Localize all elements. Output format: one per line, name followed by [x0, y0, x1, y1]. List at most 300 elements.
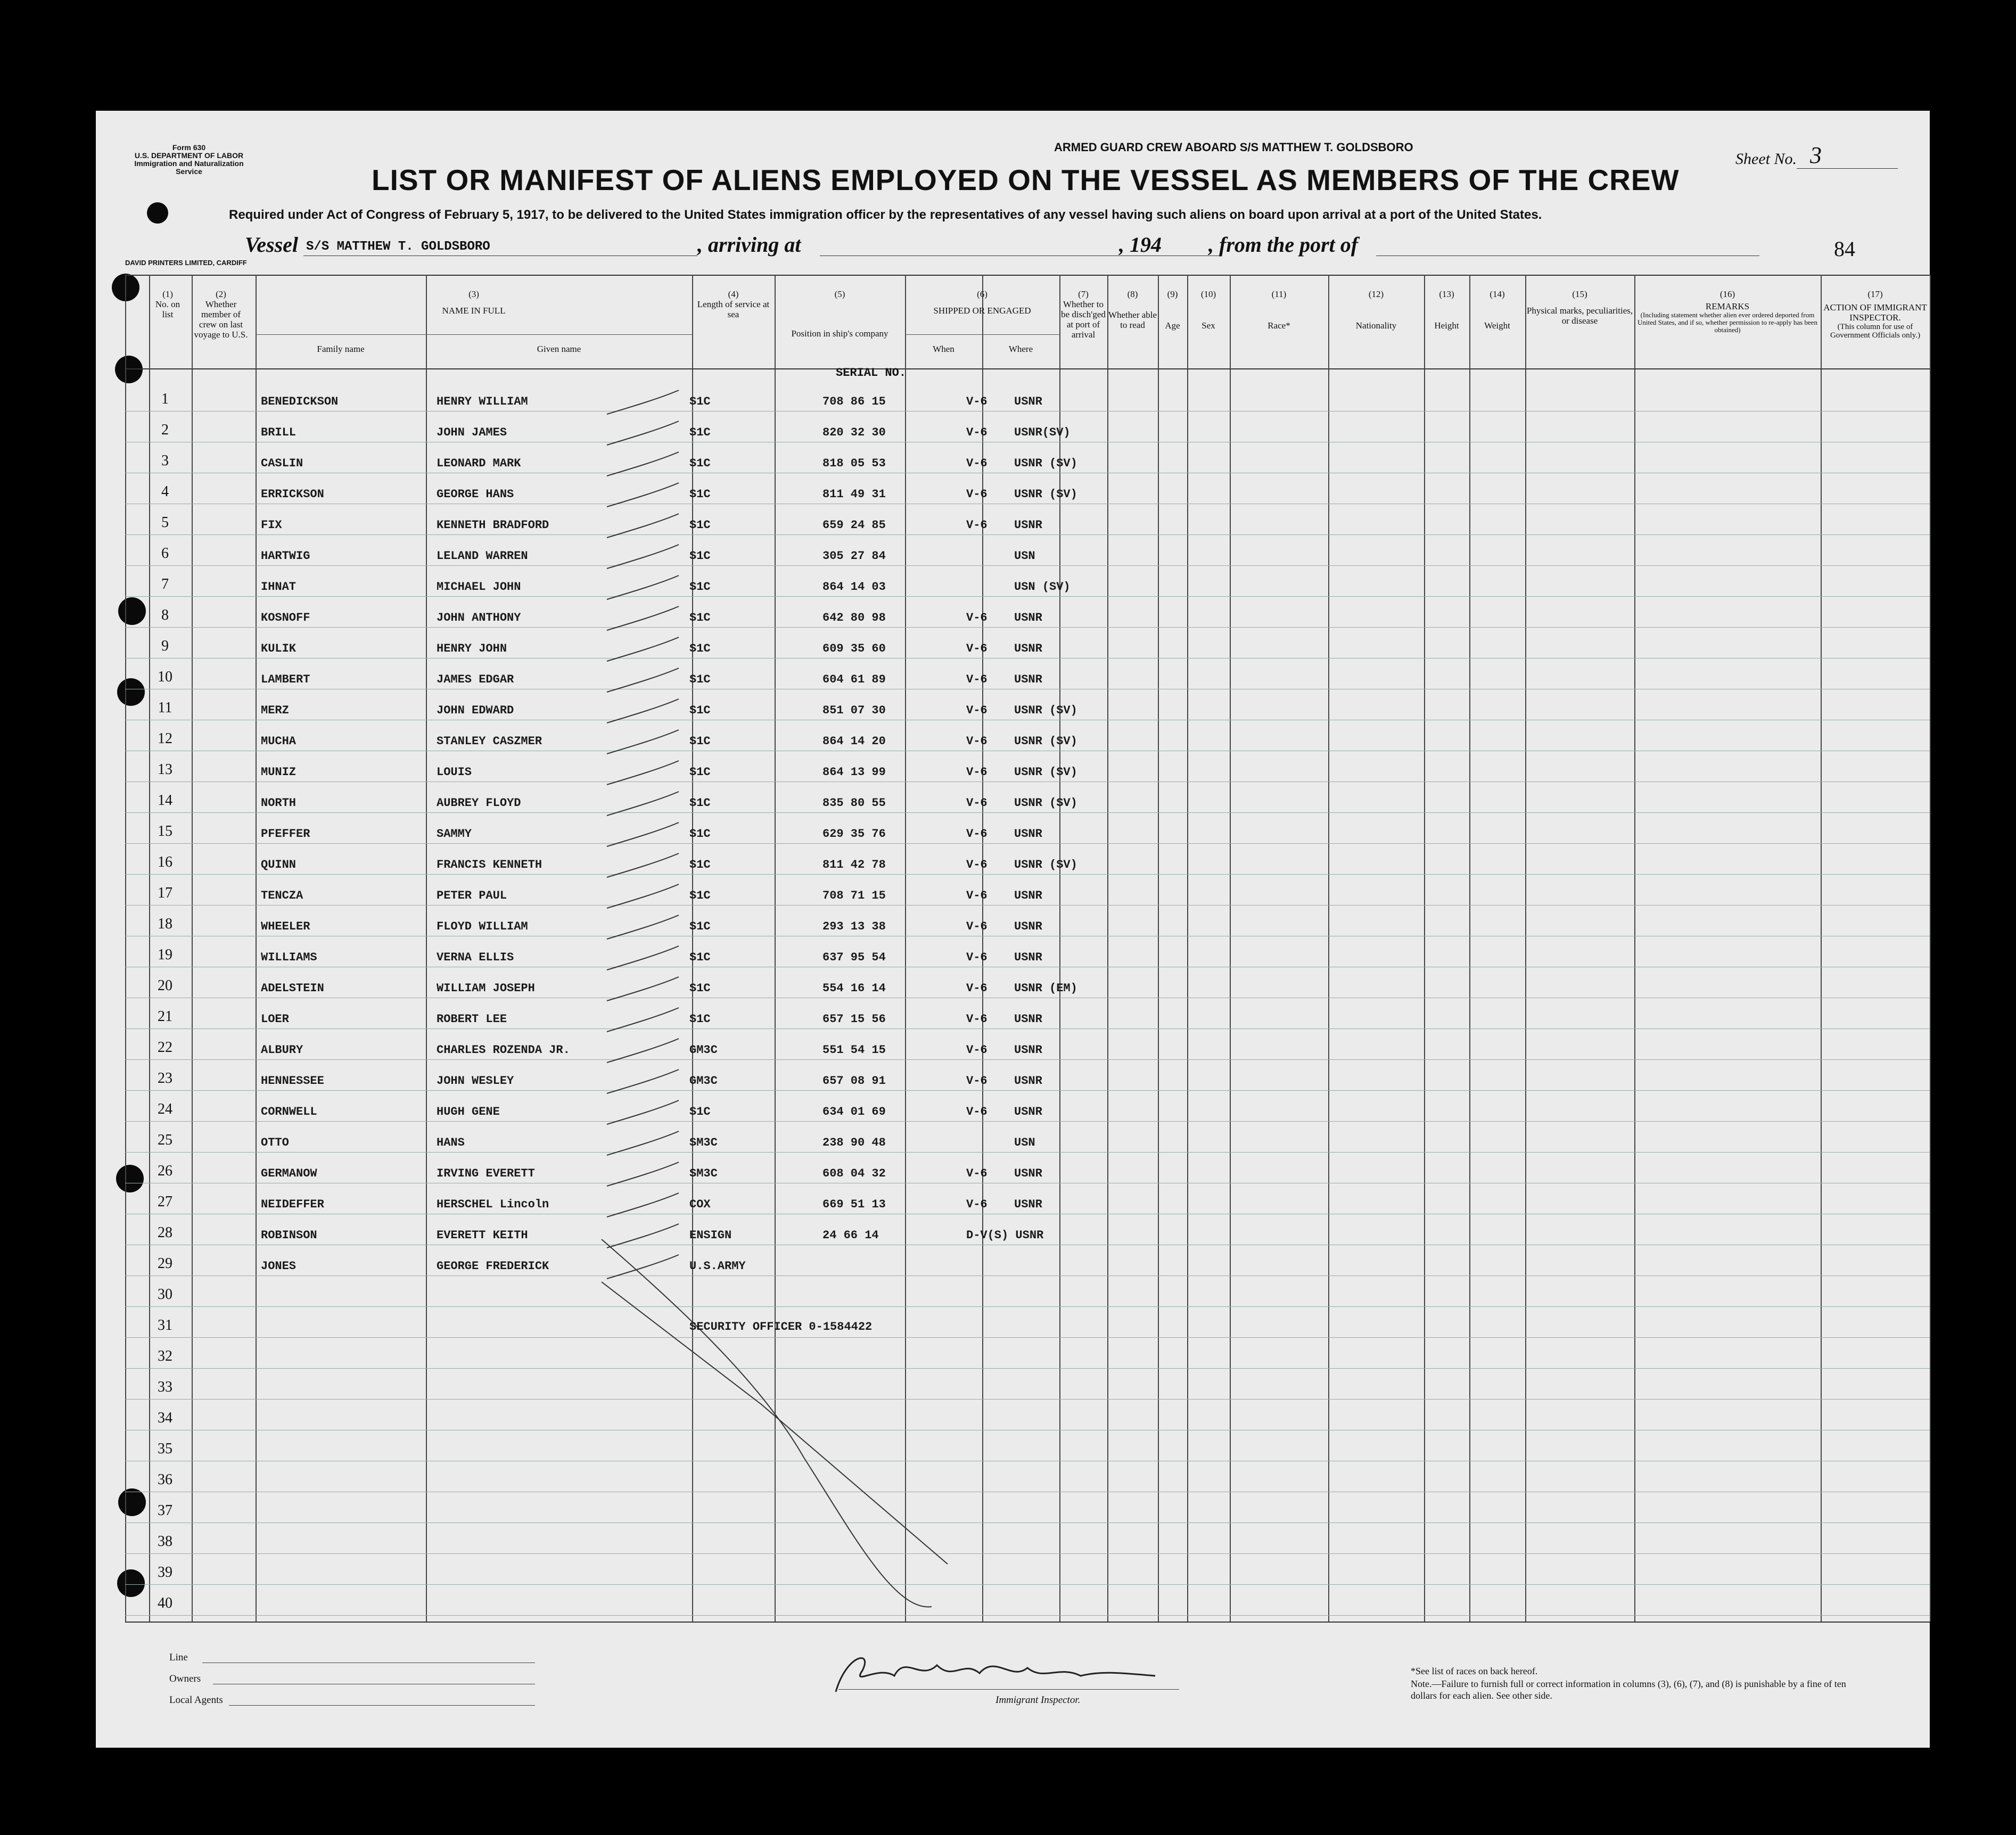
manifest-sheet	[96, 111, 1930, 1748]
family-name: NORTH	[261, 796, 297, 810]
discharge-code: V-6	[966, 704, 988, 717]
tick-mark	[607, 822, 679, 846]
given-name: FLOYD WILLIAM	[437, 920, 528, 933]
service: Immigration and Naturalization Service	[134, 159, 244, 176]
col-16-label: REMARKS	[1705, 301, 1750, 311]
row-number: 12	[158, 730, 172, 747]
serial-number: 659 24 85	[822, 519, 886, 532]
serial-number: 554 16 14	[822, 982, 886, 995]
row-number: 1	[161, 391, 169, 407]
position: S1C	[689, 549, 711, 563]
position: S1C	[689, 827, 711, 841]
row-number: 23	[158, 1070, 172, 1087]
given-name: HERSCHEL Lincoln	[437, 1198, 549, 1211]
col-2-number: (2)	[216, 289, 226, 299]
row-number: 19	[158, 947, 172, 963]
discharge-code: D-V(S) USNR	[966, 1229, 1044, 1242]
col-17-label: ACTION OF IMMIGRANT INSPECTOR.	[1823, 302, 1927, 323]
discharge-code: V-6	[966, 1013, 988, 1026]
serial-number: 637 95 54	[822, 951, 886, 964]
races-note: *See list of races on back hereof.	[1411, 1666, 1538, 1676]
subtitle: Required under Act of Congress of February 5, 1917, to be delivered to the United States immigration officer by the representatives of any vessel having such aliens on board upon arrival at a port of the United States.	[229, 208, 1542, 222]
discharge-code: V-6	[966, 951, 988, 964]
discharge-code: V-6	[966, 920, 988, 933]
position: S1C	[689, 920, 711, 933]
row-number: 3	[161, 452, 169, 469]
col-10-number: (10)	[1200, 289, 1216, 299]
tick-mark	[607, 1008, 679, 1032]
position: S1C	[689, 858, 711, 871]
family-name: LAMBERT	[261, 673, 310, 686]
tick-mark	[607, 884, 679, 908]
row-number: 36	[158, 1471, 172, 1488]
row-number: 28	[158, 1224, 172, 1241]
row-number: 21	[158, 1008, 172, 1025]
position: SM3C	[689, 1167, 718, 1180]
page-title: LIST OR MANIFEST OF ALIENS EMPLOYED ON THE VESSEL AS MEMBERS OF THE CREW	[372, 163, 1680, 196]
family-name: QUINN	[261, 858, 297, 871]
row-number: 10	[158, 669, 172, 685]
col-1-label: No. on list	[155, 299, 180, 319]
handwriting-strokes	[96, 111, 1930, 1748]
tick-mark	[607, 452, 679, 476]
serial-label: SERIAL NO.	[836, 366, 907, 380]
col-5-label: Position in ship's company	[791, 328, 888, 339]
tick-mark	[607, 390, 679, 414]
tick-mark	[607, 977, 679, 1001]
position: S1C	[689, 796, 711, 810]
row-number: 18	[158, 916, 172, 932]
family-name: MERZ	[261, 704, 289, 717]
serial-number: 864 14 20	[822, 735, 886, 748]
page-number: 84	[1834, 237, 1855, 261]
service-branch: USNR (SV)	[1014, 796, 1077, 810]
row-number: 16	[158, 854, 172, 870]
service-branch: USNR(SV)	[1014, 426, 1071, 439]
tick-mark	[607, 761, 679, 785]
serial-number: 305 27 84	[822, 549, 886, 563]
tick-mark	[607, 1131, 679, 1155]
given-name: HUGH GENE	[437, 1105, 500, 1118]
service-branch: USN	[1014, 1136, 1035, 1149]
service-branch: USNR	[1014, 1074, 1042, 1088]
tick-mark	[607, 514, 679, 538]
given-name: GEORGE FREDERICK	[437, 1260, 549, 1273]
position: S1C	[689, 673, 711, 686]
service-branch: USNR	[1014, 1167, 1042, 1180]
col-13-number: (13)	[1439, 289, 1454, 299]
service-branch: USNR	[1014, 1013, 1042, 1026]
given-name: JOHN JAMES	[437, 426, 507, 439]
col-17-note: (This column for use of Government Officials only.)	[1830, 323, 1921, 340]
given-name: CHARLES ROZENDA JR.	[437, 1043, 570, 1057]
discharge-code: V-6	[966, 858, 988, 871]
given-name: IRVING EVERETT	[437, 1167, 535, 1180]
family-name: TENCZA	[261, 889, 303, 902]
tick-mark	[607, 668, 679, 692]
tick-mark	[607, 483, 679, 507]
col-8-label: Whether able to read	[1108, 310, 1157, 330]
discharge-code: V-6	[966, 1198, 988, 1211]
serial-number: 708 86 15	[822, 395, 886, 408]
position: S1C	[689, 1013, 711, 1026]
family-name: JONES	[261, 1260, 297, 1273]
position: S1C	[689, 766, 711, 779]
discharge-code: V-6	[966, 426, 988, 439]
service-branch: USNR	[1014, 889, 1042, 902]
position: S1C	[689, 611, 711, 624]
tick-mark	[607, 606, 679, 630]
row-number: 38	[158, 1533, 172, 1550]
row-number: 34	[158, 1410, 172, 1426]
col-4-number: (4)	[728, 289, 739, 299]
row-number: 33	[158, 1379, 172, 1395]
col-15-label: Physical marks, peculiarities, or disease	[1526, 306, 1633, 326]
service-branch: USNR	[1014, 611, 1042, 624]
inspector-signature	[814, 1644, 1198, 1702]
row-number: 4	[161, 483, 169, 500]
given-name: KENNETH BRADFORD	[437, 519, 549, 532]
armed-guard-note: ARMED GUARD CREW ABOARD S/S MATTHEW T. GOLDSBORO	[1054, 141, 1413, 154]
given-name: FRANCIS KENNETH	[437, 858, 542, 871]
col-8-number: (8)	[1127, 289, 1138, 299]
given-name: WILLIAM JOSEPH	[437, 982, 535, 995]
position: S1C	[689, 951, 711, 964]
family-name: IHNAT	[261, 580, 297, 594]
year-label: , 194	[1119, 233, 1162, 257]
family-name: CORNWELL	[261, 1105, 317, 1118]
row-number: 31	[158, 1317, 172, 1334]
tick-mark	[607, 699, 679, 723]
family-name-header: Family name	[317, 344, 365, 354]
given-name: STANLEY CASZMER	[437, 735, 542, 748]
position: COX	[689, 1198, 711, 1211]
col-7-number: (7)	[1078, 289, 1089, 299]
discharge-code: V-6	[966, 982, 988, 995]
col-15-number: (15)	[1572, 289, 1587, 299]
serial-number: 551 54 15	[822, 1043, 886, 1057]
tick-mark	[607, 1069, 679, 1093]
family-name: BRILL	[261, 426, 297, 439]
agents-label: Local Agents	[169, 1694, 223, 1706]
row-number: 30	[158, 1286, 172, 1303]
family-name: KOSNOFF	[261, 611, 310, 624]
given-name: VERNA ELLIS	[437, 951, 514, 964]
serial-number: 851 07 30	[822, 704, 886, 717]
position: S1C	[689, 1105, 711, 1118]
family-name: PFEFFER	[261, 827, 310, 841]
position: S1C	[689, 426, 711, 439]
col-4-label: Length of service at sea	[697, 299, 770, 319]
service-branch: USNR	[1014, 673, 1042, 686]
row-number: 11	[158, 700, 172, 716]
column-rule	[1930, 275, 1931, 1622]
owners-label: Owners	[169, 1673, 201, 1684]
tick-mark	[607, 575, 679, 599]
discharge-code: V-6	[966, 395, 988, 408]
serial-number: 608 04 32	[822, 1167, 886, 1180]
serial-number: 864 13 99	[822, 766, 886, 779]
row-number: 29	[158, 1255, 172, 1272]
serial-number: 609 35 60	[822, 642, 886, 655]
row-number: 15	[158, 823, 172, 840]
serial-number: 634 01 69	[822, 1105, 886, 1118]
given-name: JOHN ANTHONY	[437, 611, 521, 624]
family-name: OTTO	[261, 1136, 289, 1149]
line-label: Line	[169, 1652, 188, 1663]
col-11-number: (11)	[1271, 289, 1287, 299]
serial-number: 657 08 91	[822, 1074, 886, 1088]
service-branch: USNR	[1014, 1105, 1042, 1118]
given-name: JOHN WESLEY	[437, 1074, 514, 1088]
col-16-note: (Including statement whether alien ever ordered deported from United States, and if so, whether permission to re-apply has been obtained)	[1638, 311, 1817, 334]
service-branch: USNR	[1014, 1198, 1042, 1211]
given-name: MICHAEL JOHN	[437, 580, 521, 594]
family-name: ERRICKSON	[261, 488, 324, 501]
serial-number: 669 51 13	[822, 1198, 886, 1211]
position: S1C	[689, 457, 711, 470]
col-7-label: Whether to be disch'ged at port of arrival	[1061, 299, 1106, 340]
position: S1C	[689, 488, 711, 501]
given-name: JOHN EDWARD	[437, 704, 514, 717]
family-name: HARTWIG	[261, 549, 310, 563]
row-number: 22	[158, 1039, 172, 1056]
service-branch: USNR	[1014, 1043, 1042, 1057]
col-9-label: Age	[1165, 320, 1180, 331]
position: S1C	[689, 580, 711, 594]
given-name: LELAND WARREN	[437, 549, 528, 563]
service-branch: USNR (SV)	[1014, 858, 1077, 871]
family-name: ALBURY	[261, 1043, 303, 1057]
serial-number: 835 80 55	[822, 796, 886, 810]
position: S1C	[689, 519, 711, 532]
position: SM3C	[689, 1136, 718, 1149]
sheet-value: 3	[1810, 142, 1822, 168]
discharge-code: V-6	[966, 488, 988, 501]
col-2-label: Whether member of crew on last voyage to U.S.	[194, 299, 248, 340]
when-header: When	[933, 344, 954, 354]
row-number: 17	[158, 885, 172, 901]
row-number: 25	[158, 1132, 172, 1148]
col-9-number: (9)	[1167, 289, 1178, 299]
row-number: 9	[161, 638, 169, 654]
given-name: EVERETT KEITH	[437, 1229, 528, 1242]
discharge-code: V-6	[966, 827, 988, 841]
tick-mark	[607, 792, 679, 816]
position: GM3C	[689, 1074, 718, 1088]
discharge-code: V-6	[966, 642, 988, 655]
service-branch: USNR (SV)	[1014, 457, 1077, 470]
row-number: 14	[158, 792, 172, 809]
service-branch: USNR	[1014, 519, 1042, 532]
position: S1C	[689, 889, 711, 902]
tick-mark	[607, 1193, 679, 1217]
discharge-code: V-6	[966, 1043, 988, 1057]
arriving-label: , arriving at	[697, 233, 801, 257]
serial-number: 238 90 48	[822, 1136, 886, 1149]
position: S1C	[689, 735, 711, 748]
row-number: 5	[161, 514, 169, 531]
family-name: NEIDEFFER	[261, 1198, 324, 1211]
col-6-label: SHIPPED OR ENGAGED	[933, 306, 1031, 316]
col-12-label: Nationality	[1355, 320, 1397, 331]
row-number: 26	[158, 1163, 172, 1179]
service-branch: USNR (SV)	[1014, 704, 1077, 717]
discharge-code: V-6	[966, 1167, 988, 1180]
serial-number: 864 14 03	[822, 580, 886, 594]
port-label: , from the port of	[1208, 233, 1359, 257]
given-name: HANS	[437, 1136, 465, 1149]
serial-number: 642 80 98	[822, 611, 886, 624]
family-name: WHEELER	[261, 920, 310, 933]
given-name: SAMMY	[437, 827, 472, 841]
jones-position-extra: SECURITY OFFICER 0-1584422	[689, 1320, 873, 1334]
col-16-number: (16)	[1719, 289, 1735, 299]
col-14-number: (14)	[1490, 289, 1505, 299]
discharge-code: V-6	[966, 1074, 988, 1088]
tick-mark	[607, 1224, 679, 1248]
service-branch: USNR	[1014, 642, 1042, 655]
discharge-code: V-6	[966, 673, 988, 686]
service-branch: USNR (SV)	[1014, 488, 1077, 501]
col-10-label: Sex	[1202, 320, 1215, 331]
family-name: MUCHA	[261, 735, 297, 748]
vessel-label: Vessel	[245, 233, 298, 257]
discharge-code: V-6	[966, 1105, 988, 1118]
serial-number: 629 35 76	[822, 827, 886, 841]
service-branch: USNR	[1014, 395, 1042, 408]
row-number: 24	[158, 1101, 172, 1117]
discharge-code: V-6	[966, 519, 988, 532]
row-number: 27	[158, 1194, 172, 1210]
service-branch: USNR	[1014, 920, 1042, 933]
form-number: Form 630	[172, 143, 206, 152]
serial-number: 811 49 31	[822, 488, 886, 501]
discharge-code: V-6	[966, 457, 988, 470]
discharge-code: V-6	[966, 889, 988, 902]
col-3-number: (3)	[468, 289, 479, 299]
col-17-number: (17)	[1867, 289, 1883, 299]
tick-mark	[607, 946, 679, 970]
tick-mark	[607, 730, 679, 754]
row-number: 35	[158, 1441, 172, 1457]
vessel-value: S/S MATTHEW T. GOLDSBORO	[306, 240, 490, 254]
col-13-label: Height	[1434, 320, 1459, 331]
row-number: 32	[158, 1348, 172, 1364]
service-branch: USNR (EM)	[1014, 982, 1077, 995]
printer: DAVID PRINTERS LIMITED, CARDIFF	[125, 259, 247, 267]
row-number: 8	[161, 607, 169, 623]
row-number: 39	[158, 1564, 172, 1581]
row-number: 20	[158, 977, 172, 994]
row-number: 7	[161, 576, 169, 593]
given-name: GEORGE HANS	[437, 488, 514, 501]
row-number: 13	[158, 761, 172, 778]
serial-number: 811 42 78	[822, 858, 886, 871]
family-name: FIX	[261, 519, 282, 532]
position: ENSIGN	[689, 1229, 732, 1242]
family-name: ROBINSON	[261, 1229, 317, 1242]
col-6-number: (6)	[977, 289, 988, 299]
signature-rule	[838, 1689, 1179, 1690]
row-number: 40	[158, 1595, 172, 1611]
service-branch: USNR (SV)	[1014, 735, 1077, 748]
col-5-number: (5)	[834, 289, 845, 299]
family-name: BENEDICKSON	[261, 395, 339, 408]
position: S1C	[689, 704, 711, 717]
given-name: HENRY WILLIAM	[437, 395, 528, 408]
family-name: HENNESSEE	[261, 1074, 324, 1088]
position: S1C	[689, 395, 711, 408]
position: GM3C	[689, 1043, 718, 1057]
row-number: 37	[158, 1502, 172, 1519]
tick-mark	[607, 1039, 679, 1063]
family-name: GERMANOW	[261, 1167, 317, 1180]
given-name: JAMES EDGAR	[437, 673, 514, 686]
given-name: LOUIS	[437, 766, 472, 779]
tick-mark	[607, 421, 679, 445]
given-name: LEONARD MARK	[437, 457, 521, 470]
service-branch: USNR (SV)	[1014, 766, 1077, 779]
tick-mark	[607, 637, 679, 661]
position: S1C	[689, 982, 711, 995]
tick-mark	[607, 915, 679, 939]
col-1-number: (1)	[162, 289, 173, 299]
position: S1C	[689, 642, 711, 655]
row-number: 2	[161, 422, 169, 438]
sheet-label: Sheet No.	[1735, 150, 1797, 168]
tick-mark	[607, 1100, 679, 1124]
serial-number: 293 13 38	[822, 920, 886, 933]
discharge-code: V-6	[966, 766, 988, 779]
tick-mark	[607, 545, 679, 569]
serial-number: 657 15 56	[822, 1013, 886, 1026]
col-3-label: NAME IN FULL	[442, 306, 506, 316]
given-name-header: Given name	[537, 344, 581, 354]
family-name: MUNIZ	[261, 766, 297, 779]
department: U.S. DEPARTMENT OF LABOR	[134, 151, 244, 160]
serial-number: 708 71 15	[822, 889, 886, 902]
row-number: 6	[161, 545, 169, 562]
col-11-label: Race*	[1268, 320, 1290, 331]
col-14-label: Weight	[1484, 320, 1510, 331]
discharge-code: V-6	[966, 611, 988, 624]
discharge-code: V-6	[966, 735, 988, 748]
service-branch: USNR	[1014, 951, 1042, 964]
col-12-number: (12)	[1368, 289, 1384, 299]
position: U.S.ARMY	[689, 1260, 746, 1273]
serial-number: 604 61 89	[822, 673, 886, 686]
discharge-code: V-6	[966, 796, 988, 810]
family-name: KULIK	[261, 642, 297, 655]
serial-number: 24 66 14	[822, 1229, 879, 1242]
penalty-note: Note.—Failure to furnish full or correct information in columns (3), (6), (7), and (8) is punishable by a fine of ten dollars for each alien. See other side.	[1411, 1678, 1846, 1701]
service-branch: USNR	[1014, 827, 1042, 841]
serial-number: 820 32 30	[822, 426, 886, 439]
family-name: LOER	[261, 1013, 289, 1026]
tick-mark	[607, 853, 679, 877]
serial-number: 818 05 53	[822, 457, 886, 470]
family-name: WILLIAMS	[261, 951, 317, 964]
agents-rule	[229, 1705, 535, 1706]
given-name: PETER PAUL	[437, 889, 507, 902]
where-header: Where	[1008, 344, 1033, 354]
given-name: AUBREY FLOYD	[437, 796, 521, 810]
family-name: CASLIN	[261, 457, 303, 470]
inspector-label: Immigrant Inspector.	[995, 1694, 1081, 1706]
family-name: ADELSTEIN	[261, 982, 324, 995]
service-branch: USN (SV)	[1014, 580, 1071, 594]
